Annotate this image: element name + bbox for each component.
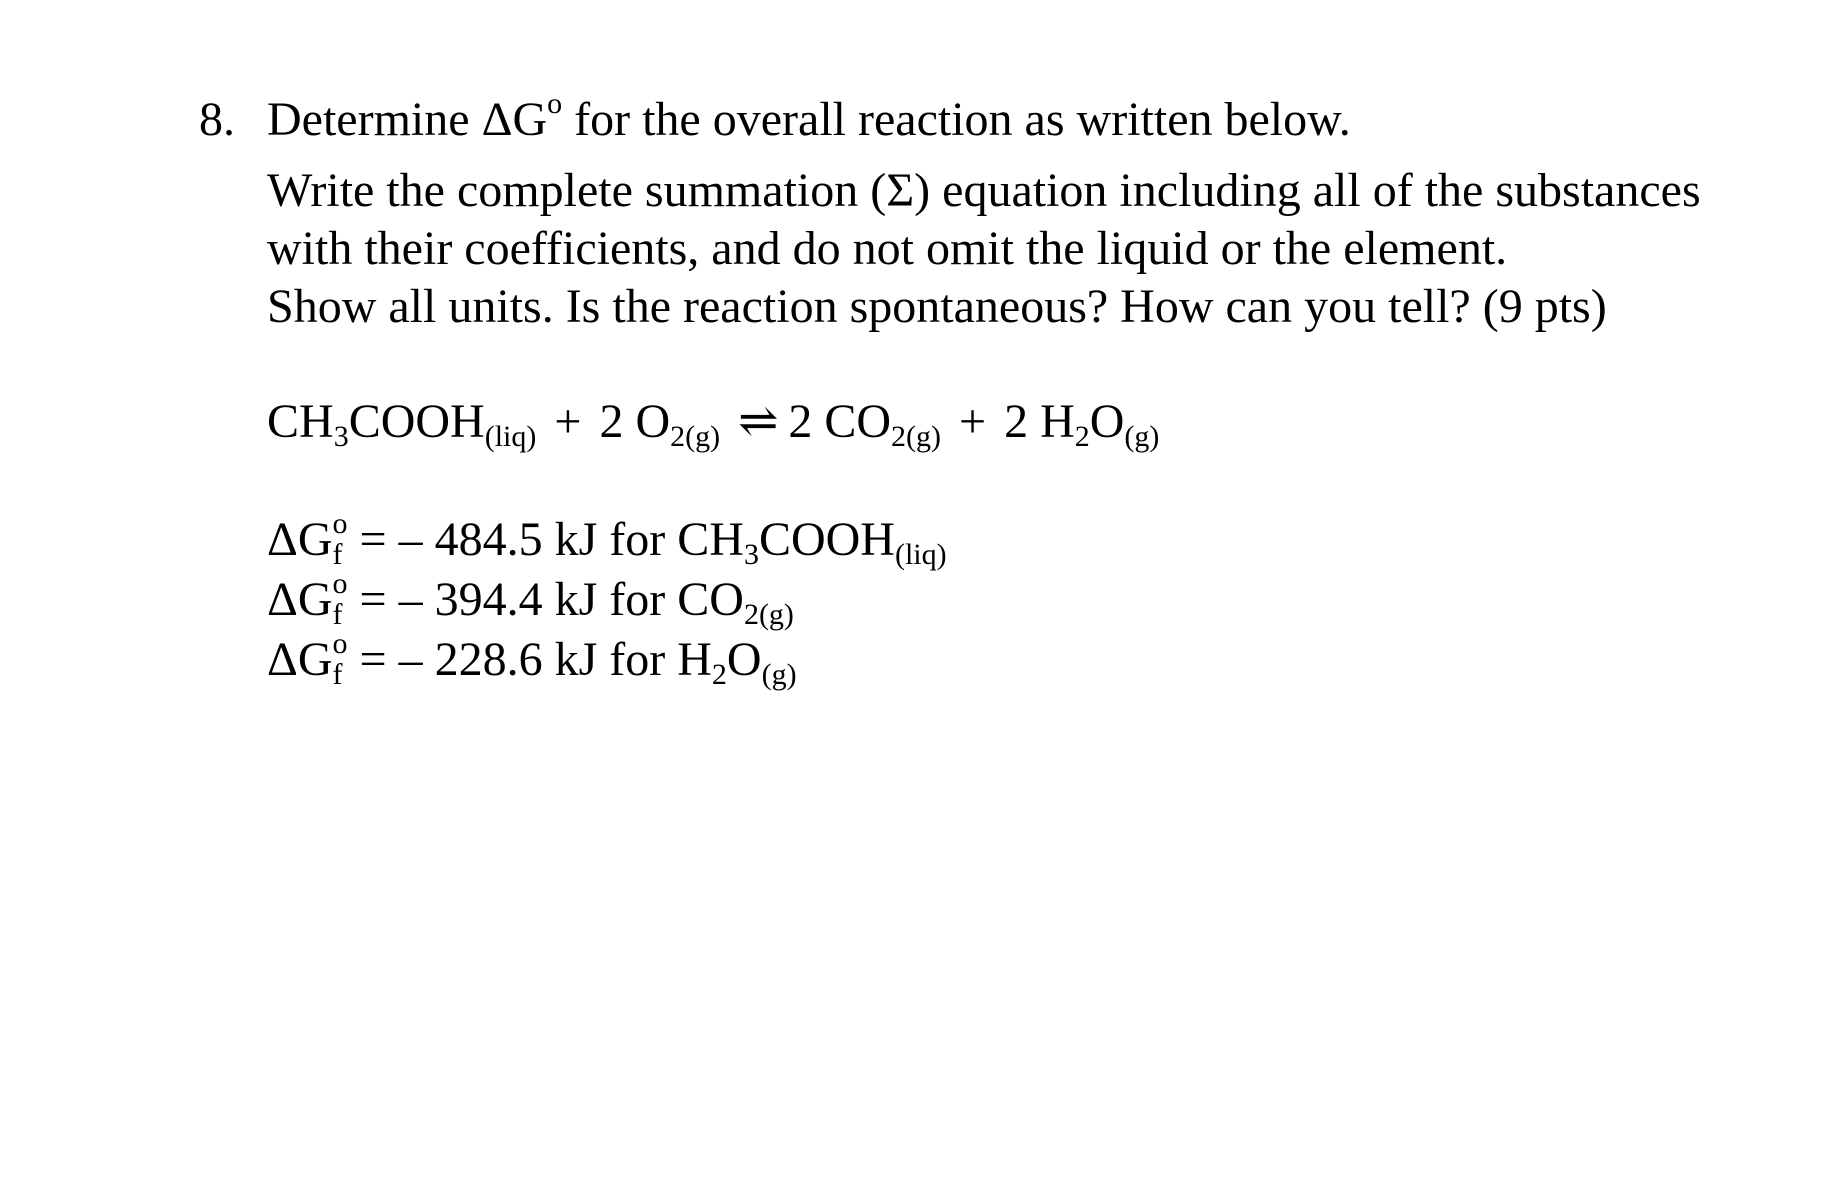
formula-part: COOH bbox=[758, 513, 895, 566]
instruction-line-1: Write the complete summation (Σ) equation including all of the substances bbox=[267, 164, 1701, 217]
formula-part: 2 O bbox=[599, 395, 671, 448]
data-row-acetic-acid bbox=[267, 507, 947, 571]
formula-part: O bbox=[726, 633, 762, 686]
state-label: (liq) bbox=[894, 538, 947, 571]
question-instructions bbox=[267, 162, 1827, 336]
formula-part: COOH bbox=[348, 395, 485, 448]
degree-symbol: o bbox=[332, 627, 348, 660]
instruction-line-3: Show all units. Is the reaction spontaneous? How can you tell? (9 pts) bbox=[267, 280, 1607, 333]
formula-part: 2 CO bbox=[788, 395, 891, 448]
reaction-equation bbox=[267, 392, 1159, 452]
delta-g-symbol: ΔG bbox=[267, 633, 333, 686]
formula-subscript: 2 bbox=[1074, 420, 1090, 453]
state-label: (g) bbox=[1124, 420, 1160, 453]
data-row-water bbox=[267, 627, 947, 691]
question-number: 8. bbox=[199, 93, 235, 146]
formula-subscript: 3 bbox=[333, 420, 349, 453]
data-value: = – 484.5 kJ for CH bbox=[347, 513, 744, 566]
reactant-oxygen bbox=[599, 395, 721, 453]
title-suffix: for the overall reaction as written below. bbox=[562, 93, 1351, 146]
degree-symbol: o bbox=[332, 507, 348, 540]
title-degree: o bbox=[547, 87, 563, 120]
delta-g-symbol: ΔG bbox=[267, 513, 333, 566]
plus-sign: + bbox=[554, 395, 582, 448]
product-carbon-dioxide bbox=[788, 395, 941, 453]
degree-symbol: o bbox=[332, 567, 348, 600]
formation-subscript: f bbox=[332, 538, 343, 571]
formula-part: 2 H bbox=[1004, 395, 1075, 448]
formation-subscript: f bbox=[332, 658, 343, 691]
state-label: 2(g) bbox=[743, 598, 794, 631]
state-label: (g) bbox=[761, 658, 797, 691]
plus-sign: + bbox=[958, 395, 987, 448]
formula-subscript: 3 bbox=[743, 538, 759, 571]
data-value: = – 228.6 kJ for H bbox=[347, 633, 712, 686]
state-label: 2(g) bbox=[670, 420, 721, 453]
product-water bbox=[1004, 395, 1160, 453]
data-value: = – 394.4 kJ for CO bbox=[347, 573, 744, 626]
delta-g-symbol: ΔG bbox=[267, 573, 333, 626]
formula-part: CH bbox=[267, 395, 334, 448]
state-label: (liq) bbox=[484, 420, 537, 453]
formation-subscript: f bbox=[332, 598, 343, 631]
data-row-carbon-dioxide bbox=[267, 567, 947, 631]
formula-part: O bbox=[1089, 395, 1125, 448]
equilibrium-arrow: ⇌ bbox=[738, 395, 779, 448]
state-label: 2(g) bbox=[891, 420, 941, 453]
formula-subscript: 2 bbox=[711, 658, 727, 691]
instruction-line-2: with their coefficients, and do not omit the liquid or the element. bbox=[267, 222, 1508, 275]
title-prefix: Determine ΔG bbox=[267, 93, 548, 146]
question-title bbox=[267, 87, 1351, 148]
formation-energy-data bbox=[267, 507, 947, 691]
reactant-acetic-acid bbox=[267, 395, 537, 453]
